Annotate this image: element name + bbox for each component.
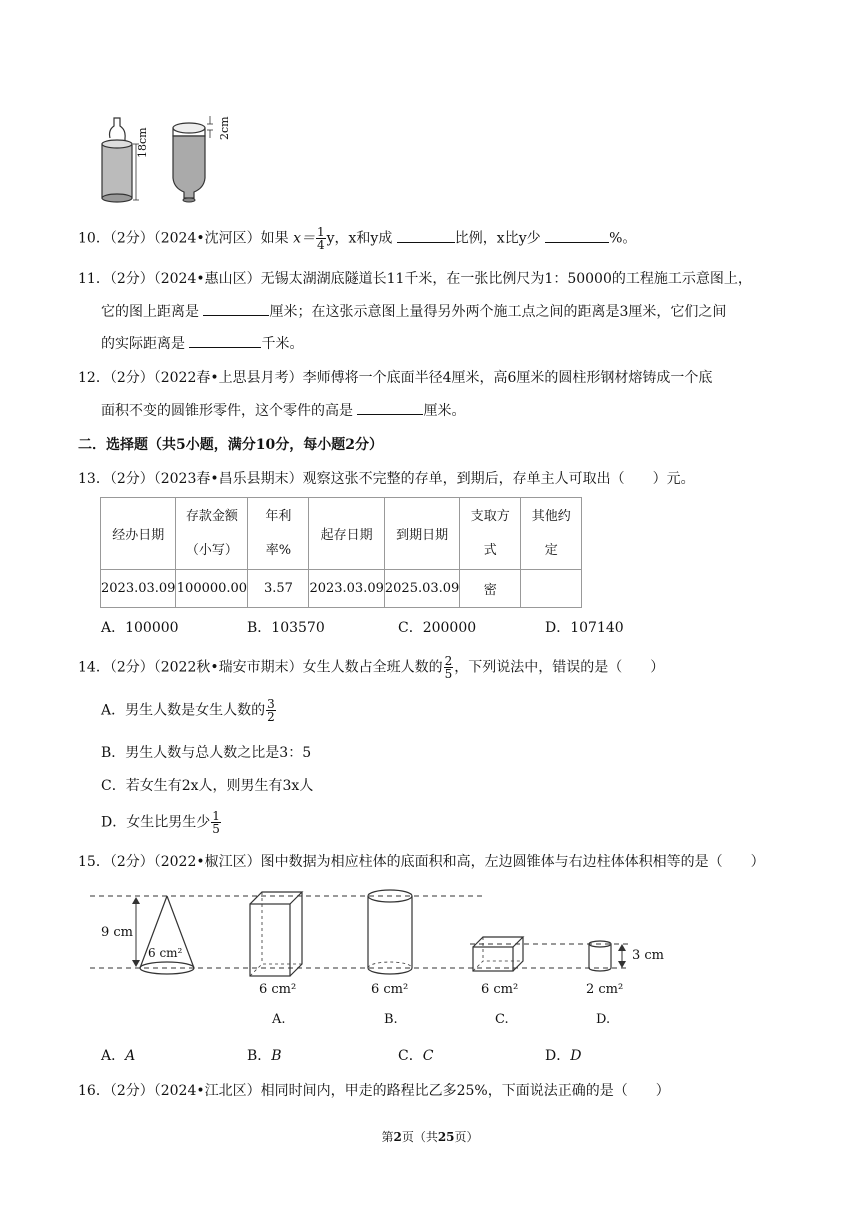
height-3cm-label: 3 cm: [632, 948, 665, 963]
table-cell: 3.57: [248, 570, 309, 608]
option-c[interactable]: C．若女生有2x人，则男生有3x人: [101, 778, 314, 794]
page-footer: 第2页（共25页）: [381, 1130, 479, 1144]
question-10: 10．（2分）（2024•沈河区）如果 x＝ $\frac{1}{4}$ y，x和y成 比例，x比y少 %。: [78, 225, 637, 252]
option-b[interactable]: B．男生人数与总人数之比是3：5: [101, 745, 312, 761]
option-d[interactable]: D．107140: [545, 620, 624, 636]
header-cell: 其他约 定: [521, 498, 582, 570]
height-9cm-label: 9 cm: [101, 925, 134, 940]
option-d[interactable]: D．D: [545, 1048, 582, 1064]
fraction: $\frac{2}{5}$: [444, 654, 453, 681]
option-a[interactable]: A．A: [101, 1048, 136, 1064]
option-a[interactable]: A．100000: [101, 620, 179, 636]
header-cell: 起存日期: [309, 498, 384, 570]
base-label-a: 6 cm²: [259, 982, 297, 997]
fraction: $\frac{1}{4}$: [316, 225, 325, 252]
deposit-slip-table: [100, 497, 582, 608]
header-cell: 到期日期: [384, 498, 459, 570]
base-label-c: 6 cm²: [481, 982, 519, 997]
header-cell: 存款金额 （小写）: [176, 498, 248, 570]
table-cell: 密: [460, 570, 521, 608]
base-label-d: 2 cm²: [586, 982, 624, 997]
solids-figure: [90, 884, 690, 984]
figure-letter-c: C.: [495, 1012, 509, 1027]
header-cell: 支取方 式: [460, 498, 521, 570]
header-cell: 年利 率%: [248, 498, 309, 570]
option-c[interactable]: C．C: [398, 1048, 434, 1064]
question-12: 12．（2分）（2022春•上思县月考）李师傅将一个底面半径4厘米，高6厘米的圆柱形钢材熔铸成一个底: [78, 370, 713, 386]
fraction: $\frac{1}{5}$: [212, 809, 220, 836]
bottle-gap-label: 2cm: [218, 116, 231, 140]
answer-blank[interactable]: [397, 228, 455, 243]
question-16: 16．（2分）（2024•江北区）相同时间内，甲走的路程比乙多25%，下面说法正确的是（ ）: [78, 1083, 670, 1099]
question-11: 11．（2分）（2024•惠山区）无锡太湖湖底隧道长11千米，在一张比例尺为1：50000的工程施工示意图上，: [78, 271, 752, 287]
question-11-line3: 的实际距离是 千米。: [101, 333, 303, 354]
question-12-line2: 面积不变的圆锥形零件，这个零件的高是 厘米。: [101, 400, 465, 421]
table-cell: 100000.00: [176, 570, 248, 608]
table-cell: [521, 570, 582, 608]
figure-letter-a: A.: [272, 1012, 286, 1027]
table-cell: 2023.03.09: [309, 570, 384, 608]
answer-blank[interactable]: [189, 333, 261, 348]
option-b[interactable]: B．103570: [247, 620, 325, 636]
option-b[interactable]: B．B: [247, 1048, 282, 1064]
bottle-height-label: 18cm: [136, 127, 149, 158]
option-c[interactable]: C．200000: [398, 620, 477, 636]
table-cell: 2023.03.09: [101, 570, 176, 608]
answer-blank[interactable]: [203, 301, 269, 316]
figure-letter-b: B.: [384, 1012, 398, 1027]
option-d[interactable]: D．女生比男生少 $\frac{1}{5}$: [101, 809, 220, 836]
base-label-b: 6 cm²: [371, 982, 409, 997]
cone-base-label: 6 cm²: [148, 946, 183, 960]
section-heading: 二．选择题（共5小题，满分10分，每小题2分）: [78, 437, 383, 453]
question-14: 14．（2分）（2022秋•瑞安市期末）女生人数占全班人数的 $\frac{2}{5}$ ，下列说法中，错误的是（ ）: [78, 654, 665, 681]
header-cell: 经办日期: [101, 498, 176, 570]
question-15: 15．（2分）（2022•椒江区）图中数据为相应柱体的底面积和高，左边圆锥体与右边柱体体积相等的是（ ）: [78, 854, 765, 870]
bottles-figure: [98, 112, 238, 208]
fraction: $\frac{3}{2}$: [267, 697, 275, 724]
answer-blank[interactable]: [357, 400, 423, 415]
answer-blank[interactable]: [545, 228, 609, 243]
table-cell: 2025.03.09: [384, 570, 459, 608]
option-a[interactable]: A．男生人数是女生人数的 $\frac{3}{2}$: [101, 697, 275, 724]
figure-letter-d: D.: [596, 1012, 611, 1027]
question-13: 13．（2分）（2023春•昌乐县期末）观察这张不完整的存单，到期后，存单主人可取出（ ）元。: [78, 471, 695, 487]
question-11-line2: 它的图上距离是 厘米；在这张示意图上量得另外两个施工点之间的距离是3厘米，它们之间: [101, 301, 726, 322]
